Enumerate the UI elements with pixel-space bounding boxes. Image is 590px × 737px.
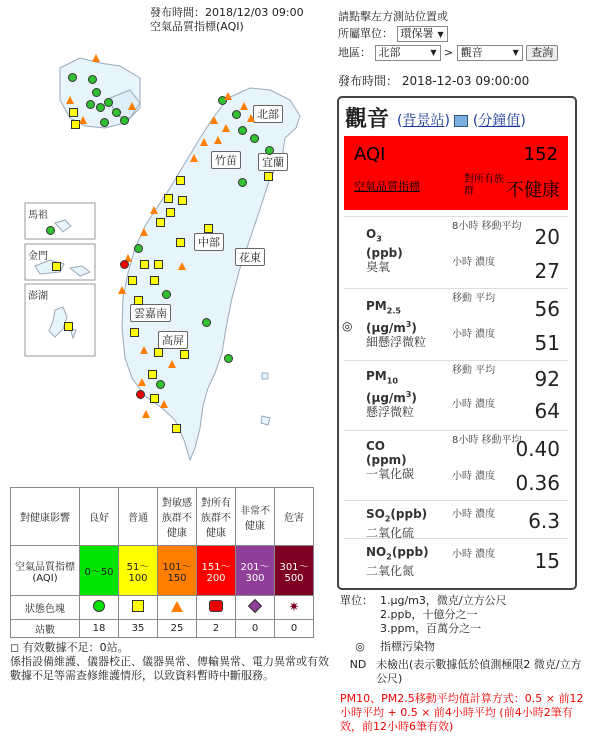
station-marker[interactable] xyxy=(112,108,121,117)
legend-shape-label: 狀態色塊 xyxy=(11,596,80,620)
pollutant-name: $O_3$ (ppb) 臭氧 xyxy=(366,227,403,275)
aqi-value: 152 xyxy=(523,144,558,165)
station-marker[interactable] xyxy=(88,75,97,84)
background-station-link[interactable]: 背景站 xyxy=(402,113,445,129)
diamond-icon xyxy=(236,596,275,620)
station-marker[interactable] xyxy=(200,138,208,146)
pollutant-value: 0.40 xyxy=(515,437,560,461)
pollutant-value: 6.3 xyxy=(528,509,560,533)
region-zhumiao[interactable]: 竹苗 xyxy=(211,151,241,169)
station-marker[interactable] xyxy=(166,208,175,217)
legend-cat: 危害 xyxy=(275,488,314,546)
station-marker[interactable] xyxy=(250,134,259,143)
station-marker[interactable] xyxy=(64,322,73,331)
publish-line: 發布時間：2018/12/03 09:00 xyxy=(150,6,304,19)
pollutant-value: 27 xyxy=(534,259,560,283)
legend-range: 151～200 xyxy=(197,546,236,596)
legend-count: 0 xyxy=(275,620,314,638)
avg-label: 移動 平均 xyxy=(452,365,496,376)
pollutant-value: 51 xyxy=(534,331,560,355)
station-marker[interactable] xyxy=(128,276,137,285)
circle-icon xyxy=(80,596,119,620)
legend-range: 51～100 xyxy=(119,546,158,596)
pollutant-name: $SO_2(ppb)$ 二氧化硫 xyxy=(366,507,428,541)
legend-aqi-label: 空氣品質指標(AQI) xyxy=(11,546,80,596)
query-button[interactable]: 查詢 xyxy=(526,45,558,61)
station-marker[interactable] xyxy=(66,96,74,104)
station-marker[interactable] xyxy=(69,108,78,117)
pollutant-value: 20 xyxy=(534,225,560,249)
pollutant-value: 56 xyxy=(534,297,560,321)
station-marker[interactable] xyxy=(100,118,109,127)
station-marker[interactable] xyxy=(92,54,100,62)
aqi-group: 對所有族群 xyxy=(464,174,504,197)
station-marker[interactable] xyxy=(204,224,213,233)
aqi-status: 不健康 xyxy=(506,180,560,201)
station-marker[interactable] xyxy=(148,370,157,379)
taiwan-map[interactable] xyxy=(0,28,335,478)
avg-label: 小時 濃度 xyxy=(452,509,496,520)
station-panel xyxy=(337,96,577,590)
station-marker[interactable] xyxy=(150,394,159,403)
pollutant-o3 xyxy=(344,216,568,289)
pollutant-name: $PM_{10}$ $(\mu g/m^3)$ 懸浮微粒 xyxy=(366,369,417,420)
pollutant-value: 92 xyxy=(534,367,560,391)
station-marker[interactable] xyxy=(224,354,233,363)
pm-formula-note: PM10、PM2.5移動平均值計算方式：0.5 × 前12小時平均 + 0.5 × 前4小時平均 (前4小時2筆有效，前12小時6筆有效) xyxy=(340,692,584,733)
station-marker[interactable] xyxy=(120,260,129,269)
area-row xyxy=(338,44,558,61)
station-marker[interactable] xyxy=(168,360,176,368)
station-name: 觀音 xyxy=(345,107,390,132)
star-icon: ✷ xyxy=(275,596,314,620)
pollutant-no2 xyxy=(344,538,568,581)
station-marker[interactable] xyxy=(138,378,146,386)
station-marker[interactable] xyxy=(156,218,165,227)
pollutant-value: 15 xyxy=(534,549,560,573)
indicator-icon: ◎ xyxy=(355,640,365,653)
unit-line: 1.μg/m3，微克/立方公尺 xyxy=(380,594,507,607)
station-marker[interactable] xyxy=(265,146,274,155)
legend-cat: 對所有族群不健康 xyxy=(197,488,236,546)
indicator-icon: ◎ xyxy=(342,319,353,333)
pollutant-co xyxy=(344,430,568,501)
legend-count: 25 xyxy=(158,620,197,638)
selector-prompt: 請點擊左方測站位置或 xyxy=(338,10,448,23)
station-marker[interactable] xyxy=(86,100,95,109)
notes xyxy=(10,641,330,683)
avg-label: 小時 濃度 xyxy=(452,257,496,268)
station-marker[interactable] xyxy=(130,328,139,337)
station-marker[interactable] xyxy=(178,196,187,205)
station-marker[interactable] xyxy=(120,116,129,125)
maintenance-note: 係指設備維護、儀器校正、儀器異常、傳輸異常、電力異常或有效數據不足等需查修維護情形，以致資料暫時中斷服務。 xyxy=(10,655,329,682)
station-marker[interactable] xyxy=(240,102,248,110)
station-marker[interactable] xyxy=(92,88,101,97)
invalid-note: ◻ 有效數據不足：0站。 xyxy=(10,641,129,654)
pollutant-pm25 xyxy=(344,288,568,361)
station-marker[interactable] xyxy=(46,226,55,235)
station-marker[interactable] xyxy=(264,172,273,181)
square-icon xyxy=(119,596,158,620)
legend-range: 201～300 xyxy=(236,546,275,596)
region-penghu[interactable]: 澎湖 xyxy=(28,291,48,302)
station-marker[interactable] xyxy=(232,110,241,119)
station-links: (背景站) (分鐘值) xyxy=(397,113,526,129)
unit-select[interactable]: 環保署 ▼ xyxy=(397,26,448,42)
legend-range: 101～150 xyxy=(158,546,197,596)
aqi-box xyxy=(344,136,568,210)
legend-count: 2 xyxy=(197,620,236,638)
station-marker[interactable] xyxy=(154,348,163,357)
legend-cat: 普通 xyxy=(119,488,158,546)
region-yunjianan[interactable]: 雲嘉南 xyxy=(130,304,171,322)
pollutant-name: $PM_{2.5}$ $(\mu g/m^3)$ 細懸浮微粒 xyxy=(366,299,427,350)
station-marker[interactable] xyxy=(238,126,247,135)
chevron-down-icon: ▼ xyxy=(437,30,444,39)
station-marker[interactable] xyxy=(224,92,232,100)
legend-range: 0～50 xyxy=(80,546,119,596)
pollutant-pm10 xyxy=(344,360,568,429)
aqi-sub-link[interactable]: 空氣品質指標 xyxy=(354,180,420,193)
unit-row xyxy=(338,25,448,42)
area-arrow: > xyxy=(444,46,454,59)
publish-time: 發布時間： 2018-12-03 09:00:00 xyxy=(338,74,530,88)
area-label: 地區： xyxy=(338,46,371,59)
legend-count-label: 站數 xyxy=(11,620,80,638)
avg-label: 移動 平均 xyxy=(452,293,496,304)
pollutant-value: 64 xyxy=(534,399,560,423)
indicator-text: 指標污染物 xyxy=(380,640,435,653)
aqi-label: AQI xyxy=(354,144,386,165)
region-jinmen[interactable]: 金門 xyxy=(28,251,48,262)
station-marker[interactable] xyxy=(172,424,181,433)
avg-label: 小時 濃度 xyxy=(452,549,496,560)
station-marker[interactable] xyxy=(128,102,136,110)
nd-label: ND xyxy=(349,658,367,671)
map-shapes xyxy=(0,28,335,478)
unit-line: 3.ppm，百萬分之一 xyxy=(380,622,482,635)
page-title: 空氣品質指標(AQI) xyxy=(150,20,244,33)
legend-cat: 非常不健康 xyxy=(236,488,275,546)
avg-label: 8小時 移動平均 xyxy=(452,435,522,446)
station-marker[interactable] xyxy=(222,124,230,132)
station-marker[interactable] xyxy=(136,390,145,399)
station-marker[interactable] xyxy=(140,346,148,354)
chevron-down-icon: ▼ xyxy=(430,48,437,57)
station-marker[interactable] xyxy=(134,296,143,305)
station-marker[interactable] xyxy=(150,276,159,285)
region-hualien[interactable]: 花東 xyxy=(235,248,265,266)
avg-label: 8小時 移動平均 xyxy=(452,221,522,232)
station-marker[interactable] xyxy=(162,290,171,299)
chart-icon[interactable] xyxy=(454,115,468,127)
station-marker[interactable] xyxy=(176,238,185,247)
region-gaoping[interactable]: 高屏 xyxy=(158,331,188,349)
legend-cat: 良好 xyxy=(80,488,119,546)
legend-cat: 對敏感族群不健康 xyxy=(158,488,197,546)
legend-count: 18 xyxy=(80,620,119,638)
station-marker[interactable] xyxy=(154,260,163,269)
station-select[interactable]: 觀音 ▼ xyxy=(457,45,523,61)
unit-line: 2.ppb，十億分之一 xyxy=(380,608,478,621)
station-marker[interactable] xyxy=(190,154,198,162)
station-marker[interactable] xyxy=(156,380,165,389)
station-marker[interactable] xyxy=(238,178,247,187)
region-central[interactable]: 中部 xyxy=(194,233,224,251)
station-marker[interactable] xyxy=(140,228,148,236)
legend-range: 301～500 xyxy=(275,546,314,596)
station-marker[interactable] xyxy=(210,116,218,124)
aqi-legend-table xyxy=(10,487,314,638)
station-marker[interactable] xyxy=(178,262,186,270)
avg-label: 小時 濃度 xyxy=(452,471,496,482)
chevron-down-icon: ▼ xyxy=(512,48,519,57)
unit-notes xyxy=(340,594,585,686)
station-marker[interactable] xyxy=(164,194,173,203)
region-mazu[interactable]: 馬祖 xyxy=(28,210,48,221)
pollutant-value: 0.36 xyxy=(515,471,560,495)
station-marker[interactable] xyxy=(134,244,143,253)
pollutant-name: $NO_2(ppb)$ 二氧化氮 xyxy=(366,545,429,579)
station-marker[interactable] xyxy=(150,206,158,214)
unit-label: 所屬單位： xyxy=(338,27,393,40)
station-marker[interactable] xyxy=(180,350,189,359)
station-marker[interactable] xyxy=(247,114,255,122)
avg-label: 小時 濃度 xyxy=(452,399,496,410)
avg-label: 小時 濃度 xyxy=(452,329,496,340)
nd-text: 未檢出(表示數據低於偵測極限2 微克/立方公尺) xyxy=(376,658,582,685)
station-marker[interactable] xyxy=(142,410,150,418)
station-marker[interactable] xyxy=(214,136,222,144)
legend-head: 對健康影響 xyxy=(11,488,80,546)
triangle-icon xyxy=(158,596,197,620)
station-marker[interactable] xyxy=(176,176,185,185)
station-marker[interactable] xyxy=(140,260,149,269)
minute-value-link[interactable]: 分鐘值 xyxy=(478,113,521,129)
station-marker[interactable] xyxy=(104,98,113,107)
area-select[interactable]: 北部 ▼ xyxy=(375,45,441,61)
station-marker[interactable] xyxy=(118,286,126,294)
unit-label: 單位： xyxy=(340,594,373,607)
station-marker[interactable] xyxy=(202,318,211,327)
station-marker[interactable] xyxy=(68,73,77,82)
station-marker[interactable] xyxy=(52,262,61,271)
region-yilan[interactable]: 宜蘭 xyxy=(258,153,288,171)
hexagon-icon xyxy=(197,596,236,620)
station-marker[interactable] xyxy=(79,116,87,124)
pollutant-name: CO (ppm) 一氧化碳 xyxy=(366,439,415,481)
pollutant-so2 xyxy=(344,500,568,539)
station-marker[interactable] xyxy=(160,400,168,408)
legend-count: 35 xyxy=(119,620,158,638)
legend-count: 0 xyxy=(236,620,275,638)
region-north[interactable]: 北部 xyxy=(253,105,283,123)
